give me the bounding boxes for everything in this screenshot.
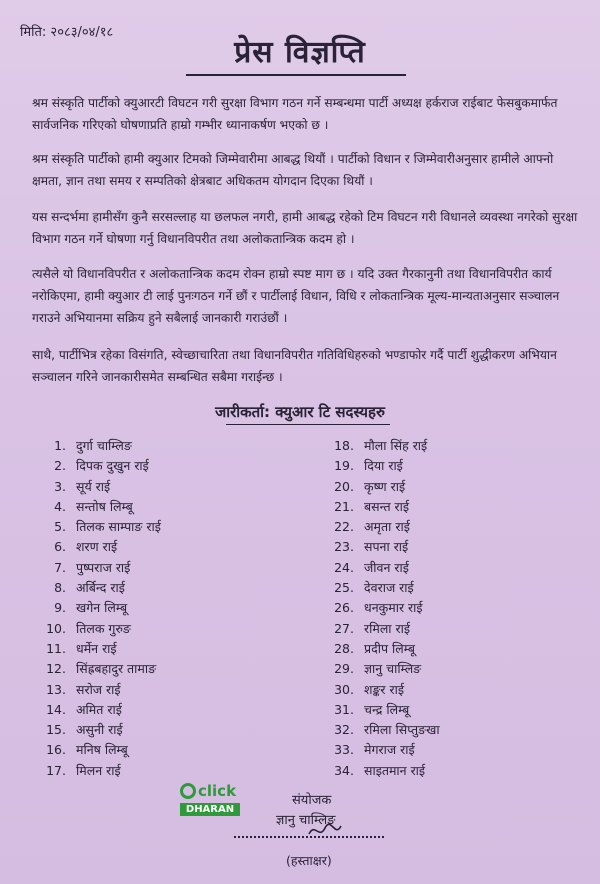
member-name: सूर्य राई [76,478,111,494]
member-row [40,619,290,639]
member-number: 9. [54,600,66,616]
paragraph-2: श्रम संस्कृति पार्टीको हामी क्युआर टिमको जिम्मेवारीमा आबद्ध थियौं । पार्टीको विधान र जिम्मेवारीअनुसार हामीले आफ्नो क्षमता, ज्ञान तथा समय र सम्पतिको क्षेत्रबाट अधिकतम योगदान दिएका थियौं । [32,152,554,188]
member-number: 13. [46,681,66,697]
member-number: 12. [46,661,66,677]
paragraph-5: साथै, पार्टीभित्र रहेका विसंगति, स्वेच्छाचारिता तथा विधानविपरीत गतिविधिहरुको भण्डाफोर गर्दै पार्टी शुद्धीकरण अभियान सञ्चालन गरिने जानकारीसमेत सम्बन्धित सबैमा गराईन्छ । [32,348,557,384]
member-number: 1. [54,438,66,453]
issuer-heading: जारीकर्ता: क्युआर टि सदस्यहरु [215,403,385,421]
member-name: रमिला सिप्तुङखा [364,722,440,738]
member-name: दुर्गा चाम्लिङ [76,438,132,453]
member-name: धनकुमार राई [364,600,423,616]
member-number: 29. [334,661,354,677]
member-number: 25. [334,580,354,596]
member-number: 7. [54,559,66,575]
member-name: ज्ञानु चाम्लिङ [364,661,422,677]
member-row [40,639,290,659]
member-name: शङ्कर राई [364,681,404,697]
member-row [40,680,290,700]
member-number: 3. [54,478,66,494]
logo-word: click [198,782,237,800]
member-name: शरण राई [76,539,118,555]
member-row [318,680,578,700]
paragraph-4: त्यसैले यो विधानविपरीत र अलोकतान्त्रिक कदम रोक्न हाम्रो स्पष्ट माग छ । यदि उक्त गैरकानुनी तथा विधानविपरीत कार्य नरोकिएमा, हामी क्युआर टी लाई पुनःगठन गर्ने छौं र पार्टीलाई विधान, विधि र लोकतान्त्रिक मूल्य-मान्यताअनुसार सञ्चालन गराउने अभियानमा सक्रिय हुने सबैलाई जानकारी गराउंछौं । [32,267,560,325]
member-number: 11. [46,640,66,656]
member-row [318,598,578,618]
member-row [40,578,290,598]
member-name: अर्बिन्द राई [76,580,125,596]
member-name: प्रदीप लिम्बू [364,640,415,656]
member-name: रमिला राई [364,620,410,636]
member-number: 26. [334,600,354,616]
paragraph-1: श्रम संस्कृति पार्टीको क्युआरटी विघटन गरी सुरक्षा विभाग गठन गर्ने सम्बन्धमा पार्टी अध्यक्ष हर्कराज राईबाट फेसबुकमार्फत सार्वजनिक गरिएको घोषणाप्रति हाम्रो गम्भीर ध्यानाकर्षण भएको छ । [32,96,558,132]
member-row [40,537,290,557]
member-number: 19. [334,458,354,474]
member-number: 33. [334,742,354,758]
member-row [318,578,578,598]
member-number: 8. [54,580,66,596]
member-number: 18. [334,438,354,453]
coordinator-name: ज्ञानु चाम्लिङ [276,813,336,828]
logo-circle-icon [180,783,196,799]
member-row [40,598,290,618]
paragraph-3: यस सन्दर्भमा हामीसँग कुनै सरसल्लाह या छलफल नगरी, हामी आबद्ध रहेको टिम विघटन गरी विधानले व्यवस्था नगरेको सुरक्षा विभाग गठन गर्ने घोषणा गर्नु विधानविपरीत तथा अलोकतान्त्रिक कदम हो । [32,210,578,246]
member-name: सपना राई [364,539,409,555]
member-name: सिंह्रबहादुर तामाङ [76,661,157,677]
member-number: 22. [334,519,354,535]
member-row [40,456,290,476]
member-row [40,761,290,781]
signature-dotted-line [234,836,384,838]
member-name: दिया राई [364,458,403,474]
member-number: 24. [334,559,354,575]
member-name: मनिष लिम्बू [76,742,128,758]
member-number: 17. [46,762,66,778]
title-underline [186,74,406,76]
member-number: 34. [334,762,354,778]
page-title: प्रेस विज्ञप्ति [234,35,366,70]
member-row [40,720,290,740]
member-number: 15. [46,722,66,738]
member-row [40,558,290,578]
member-number: 27. [334,620,354,636]
member-row [40,659,290,679]
date-line: मिति: २०८३/०४/१८ [20,25,114,40]
member-name: बसन्त राई [364,498,410,514]
member-row [318,537,578,557]
member-name: पुष्पराज राई [76,559,131,575]
member-row [318,619,578,639]
member-row [318,659,578,679]
member-row [318,456,578,476]
member-name: देवराज राई [364,580,414,596]
member-name: साइतमान राई [364,762,426,778]
logo-subword: DHARAN [180,803,240,816]
member-number: 10. [46,620,66,636]
member-number: 32. [334,722,354,738]
member-row [40,740,290,760]
member-row [318,639,578,659]
member-name: अमृता राई [364,519,410,535]
member-row [318,497,578,517]
member-row [40,700,290,720]
member-number: 28. [334,640,354,656]
member-number: 16. [46,742,66,758]
member-name: धर्मेन राई [76,640,117,656]
member-number: 23. [334,539,354,555]
member-number: 14. [46,701,66,717]
click-dharan-logo [180,780,250,820]
member-number: 4. [54,498,66,514]
member-row [40,436,290,456]
member-number: 5. [54,519,66,535]
member-number: 31. [334,701,354,717]
member-row [40,517,290,537]
member-row [40,497,290,517]
issuer-underline [226,424,390,425]
signature-mark [305,820,345,842]
member-list-left [40,436,290,781]
signature-label: (हस्ताक्षर) [286,853,332,868]
member-number: 2. [54,458,66,474]
member-row [318,517,578,537]
coordinator-label: संयोजक [292,793,332,808]
member-name: कृष्ण राई [364,478,406,494]
member-name: अमित राई [76,701,122,717]
member-name: जीवन राई [364,559,409,575]
member-list-right [318,436,578,781]
member-name: चन्द्र लिम्बू [364,701,410,717]
member-name: मेगराज राई [364,742,415,758]
member-name: असुनी राई [76,722,123,738]
member-name: सन्तोष लिम्बू [76,498,133,514]
member-name: सरोज राई [76,681,121,697]
member-row [318,740,578,760]
member-number: 21. [334,498,354,514]
member-number: 6. [54,539,66,555]
member-row [318,761,578,781]
member-row [318,700,578,720]
member-number: 20. [334,478,354,494]
member-row [318,558,578,578]
member-row [40,477,290,497]
member-name: तिलक साम्पाङ राई [76,519,161,535]
member-name: तिलक गुरुङ [76,620,131,636]
member-name: मिलन राई [76,762,121,778]
member-number: 30. [334,681,354,697]
member-name: मौला सिंह राई [364,438,428,453]
member-row [318,477,578,497]
member-row [318,436,578,456]
member-name: दिपक दुखुन राई [76,458,149,474]
member-row [318,720,578,740]
member-name: खगेन लिम्बू [76,600,128,616]
